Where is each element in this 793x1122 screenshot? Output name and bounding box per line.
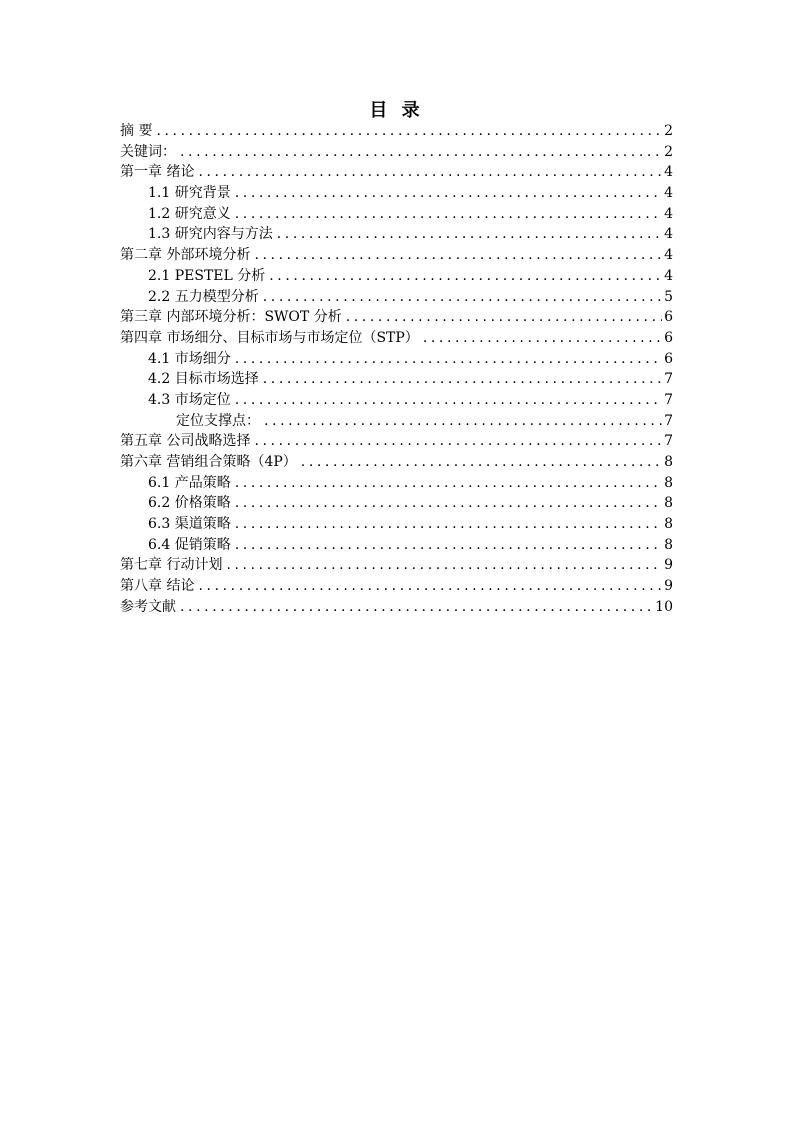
- toc-entry-text: 摘 要: [120, 123, 153, 139]
- toc-page-number: 5: [664, 288, 673, 305]
- toc-entry-text: 定位支撑点：: [176, 412, 260, 429]
- toc-entry-text: 第三章 内部环境分析：SWOT 分析: [120, 309, 342, 326]
- toc-entry-text: 1.2 研究意义: [148, 205, 231, 222]
- toc-entry-text: 4.1 市场细分: [148, 350, 231, 367]
- toc-page-number: 4: [664, 226, 673, 243]
- toc-entry-text: 6.3 渠道策略: [148, 516, 231, 533]
- toc-entry-text: 2.2 五力模型分析: [148, 288, 259, 305]
- toc-entry[interactable]: [120, 183, 673, 204]
- toc-dot-leader: [235, 390, 662, 411]
- toc-entry[interactable]: [120, 142, 673, 163]
- toc-dot-leader: [346, 307, 662, 328]
- toc-page-number: 7: [664, 391, 673, 408]
- toc-entry[interactable]: [120, 204, 673, 225]
- toc-dot-leader: [235, 204, 662, 225]
- toc-entry-text: 1.3 研究内容与方法: [148, 226, 273, 243]
- toc-entry[interactable]: [120, 266, 673, 287]
- toc-page-number: 4: [664, 164, 673, 181]
- toc-entry-text: 第一章 绪论: [120, 164, 195, 181]
- toc-dot-leader: [235, 349, 662, 370]
- toc-dot-leader: [180, 597, 653, 618]
- toc-entry[interactable]: [120, 597, 673, 618]
- toc-entry[interactable]: [120, 555, 673, 576]
- toc-entry-text: 关键词：: [120, 143, 176, 160]
- toc-page-number: 8: [664, 536, 673, 553]
- toc-page-number: 8: [664, 474, 673, 491]
- toc-page-number: 7: [664, 433, 673, 450]
- toc-dot-leader: [235, 473, 662, 494]
- toc-page-number: 8: [664, 495, 673, 512]
- toc-entry[interactable]: [120, 245, 673, 266]
- toc-entry[interactable]: [120, 287, 673, 308]
- toc-entry-text: 1.1 研究背景: [148, 185, 231, 202]
- toc-dot-leader: [254, 245, 662, 266]
- toc-entry[interactable]: [120, 535, 673, 556]
- toc-dot-leader: [198, 576, 662, 597]
- toc-entry[interactable]: [120, 411, 673, 432]
- toc-dot-leader: [264, 411, 662, 432]
- toc-entry[interactable]: [120, 369, 673, 390]
- toc-entry-text: 第八章 结论: [120, 578, 195, 595]
- toc-entry[interactable]: [120, 224, 673, 245]
- toc-dot-leader: [423, 328, 662, 349]
- toc-entry-text: 6.1 产品策略: [148, 474, 231, 491]
- toc-entry-text: 第四章 市场细分、目标市场与市场定位（STP）: [120, 329, 419, 346]
- toc-dot-leader: [301, 452, 662, 473]
- toc-entry-text: 6.4 促销策略: [148, 536, 231, 553]
- toc-entry[interactable]: [120, 576, 673, 597]
- toc-page-number: 8: [664, 454, 673, 470]
- toc-entry[interactable]: [120, 121, 673, 142]
- toc-entry[interactable]: [120, 349, 673, 370]
- toc-entry[interactable]: [120, 473, 673, 494]
- toc-page-number: 7: [664, 412, 673, 429]
- toc-entry-text: 2.1 PESTEL 分析: [148, 267, 266, 284]
- toc-page-number: 7: [664, 371, 673, 388]
- toc-entry-text: 6.2 价格策略: [148, 495, 231, 512]
- toc-page-number: 2: [664, 143, 673, 160]
- toc-dot-leader: [235, 514, 662, 535]
- toc-entry-text: 第六章 营销组合策略（4P）: [120, 454, 297, 470]
- toc-dot-leader: [235, 183, 662, 204]
- toc-entry-text: 参考文献: [120, 598, 176, 615]
- toc-dot-leader: [254, 431, 662, 452]
- toc-list: [120, 121, 673, 618]
- toc-page-number: 10: [655, 598, 673, 615]
- toc-entry[interactable]: [120, 328, 673, 349]
- toc-dot-leader: [277, 224, 662, 245]
- toc-entry[interactable]: [120, 162, 673, 183]
- toc-page-number: 8: [664, 516, 673, 533]
- toc-dot-leader: [226, 555, 662, 576]
- toc-page-number: 4: [664, 185, 673, 202]
- toc-dot-leader: [156, 121, 662, 142]
- toc-entry-text: 第二章 外部环境分析: [120, 247, 251, 264]
- toc-page-number: 9: [664, 557, 673, 574]
- toc-dot-leader: [235, 535, 662, 556]
- toc-entry-text: 第七章 行动计划: [120, 557, 223, 574]
- toc-entry[interactable]: [120, 493, 673, 514]
- toc-entry[interactable]: [120, 390, 673, 411]
- toc-entry[interactable]: [120, 514, 673, 535]
- toc-page-number: 6: [664, 309, 673, 326]
- toc-page-number: 4: [664, 247, 673, 264]
- toc-entry[interactable]: [120, 452, 673, 473]
- toc-dot-leader: [269, 266, 662, 287]
- toc-entry-text: 第五章 公司战略选择: [120, 433, 251, 450]
- toc-page-number: 6: [664, 329, 673, 346]
- toc-dot-leader: [235, 493, 662, 514]
- toc-dot-leader: [263, 369, 662, 390]
- toc-title: 目 录: [369, 100, 424, 121]
- toc-page-number: 6: [664, 350, 673, 367]
- toc-page-number: 4: [664, 267, 673, 284]
- toc-entry-text: 4.2 目标市场选择: [148, 371, 259, 388]
- toc-dot-leader: [263, 287, 662, 308]
- toc-entry[interactable]: [120, 307, 673, 328]
- toc-entry[interactable]: [120, 431, 673, 452]
- toc-entry-text: 4.3 市场定位: [148, 391, 231, 408]
- toc-page-number: 2: [664, 123, 673, 139]
- toc-dot-leader: [180, 142, 662, 163]
- toc-page-number: 4: [664, 205, 673, 222]
- toc-dot-leader: [198, 162, 662, 183]
- toc-page-number: 9: [664, 578, 673, 595]
